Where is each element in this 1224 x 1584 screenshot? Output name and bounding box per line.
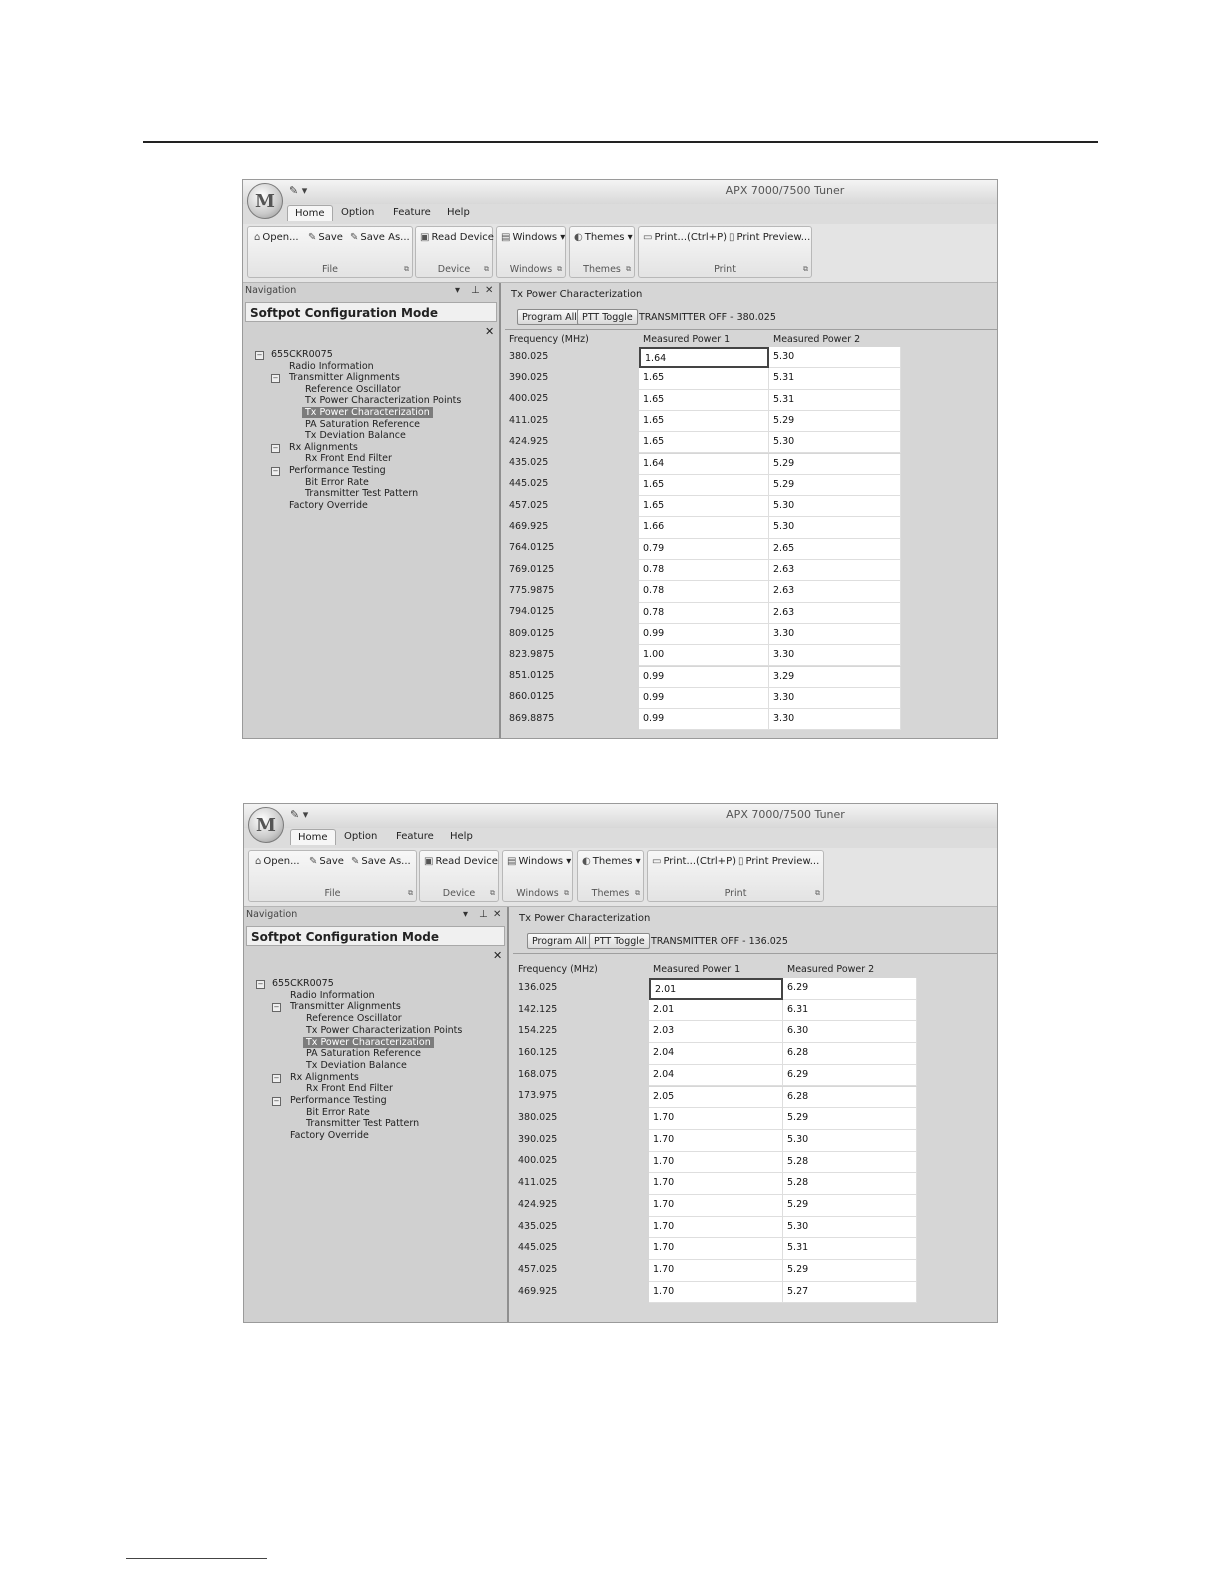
tree-item[interactable]: Factory Override bbox=[290, 1130, 369, 1142]
measured-power-2-input[interactable]: 3.29 bbox=[769, 667, 901, 688]
navigation-header bbox=[245, 285, 497, 299]
tab-help[interactable]: Help bbox=[447, 207, 470, 218]
frequency-cell: 411.025 bbox=[518, 1177, 558, 1189]
group-launcher-icon[interactable]: ⧉ bbox=[557, 265, 562, 273]
dropdown-arrow-icon: ▾ bbox=[557, 232, 566, 243]
window-title: APX 7000/7500 Tuner bbox=[726, 808, 845, 821]
program-all-button[interactable]: Program All bbox=[527, 933, 592, 949]
frequency-cell: 851.0125 bbox=[509, 670, 555, 682]
frequency-cell: 400.025 bbox=[518, 1155, 558, 1167]
frequency-cell: 424.925 bbox=[509, 435, 549, 447]
tree-item[interactable]: PA Saturation Reference bbox=[305, 418, 421, 430]
measured-power-2-input[interactable]: 5.29 bbox=[769, 475, 901, 496]
ribbon-group-label: Print bbox=[714, 264, 736, 275]
frequency-cell: 435.025 bbox=[518, 1220, 558, 1232]
tree-item[interactable]: Rx Alignments bbox=[290, 1071, 359, 1083]
tree-item[interactable]: Tx Power Characterization bbox=[302, 407, 433, 418]
content-toolbar bbox=[513, 929, 997, 954]
measured-power-1-input[interactable]: 1.70 bbox=[649, 1260, 783, 1282]
tab-feature[interactable]: Feature bbox=[396, 831, 434, 842]
read-device-icon: ▣ bbox=[424, 856, 434, 867]
tree-item[interactable]: Tx Deviation Balance bbox=[306, 1059, 407, 1071]
frequency-cell: 469.925 bbox=[518, 1285, 558, 1297]
save-label: Save bbox=[319, 856, 344, 867]
print-preview-label: Print Preview... bbox=[736, 232, 811, 243]
measured-power-1-input[interactable]: 1.65 bbox=[639, 390, 769, 411]
ribbon-group-label: Themes bbox=[583, 264, 621, 275]
measured-power-2-input[interactable]: 5.30 bbox=[769, 517, 901, 538]
measured-power-1-input[interactable]: 1.65 bbox=[639, 411, 769, 432]
measured-power-1-input[interactable]: 1.65 bbox=[639, 475, 769, 496]
group-launcher-icon[interactable]: ⧉ bbox=[408, 889, 413, 897]
column-header-measured-power-2: Measured Power 2 bbox=[773, 334, 861, 345]
tree-collapse-icon[interactable]: − bbox=[272, 374, 279, 383]
measured-power-1-input[interactable]: 1.70 bbox=[649, 1282, 783, 1304]
navigation-header-label: Navigation bbox=[245, 285, 297, 296]
tree-item[interactable]: Transmitter Test Pattern bbox=[306, 1118, 420, 1130]
ribbon-tabs bbox=[243, 204, 997, 224]
measured-power-1-input[interactable]: 1.65 bbox=[639, 496, 769, 517]
tree-item[interactable]: Factory Override bbox=[289, 499, 368, 511]
print-preview-icon: ▯ bbox=[729, 232, 735, 243]
ribbon-group-label: Windows bbox=[516, 888, 559, 899]
measured-power-2-input[interactable]: 5.28 bbox=[783, 1173, 917, 1195]
frequency-cell: 457.025 bbox=[518, 1263, 558, 1275]
frequency-cell: 764.0125 bbox=[509, 542, 555, 554]
tab-option[interactable]: Option bbox=[344, 831, 378, 842]
frequency-cell: 860.0125 bbox=[509, 691, 555, 703]
frequency-cell: 445.025 bbox=[509, 478, 549, 490]
ribbon-group-print bbox=[647, 850, 824, 902]
read-device-label: Read Device bbox=[435, 856, 498, 867]
tree-item[interactable]: Transmitter Test Pattern bbox=[305, 488, 419, 500]
navigation-header bbox=[246, 909, 505, 923]
content-title: Tx Power Characterization bbox=[511, 289, 643, 300]
ribbon-group-themes bbox=[577, 850, 644, 902]
tree-collapse-icon[interactable]: − bbox=[273, 1097, 280, 1105]
group-launcher-icon[interactable]: ⧉ bbox=[635, 889, 640, 897]
save-as-icon: ✎ bbox=[351, 856, 360, 867]
navigation-pane bbox=[243, 283, 501, 738]
transmitter-status: TRANSMITTER OFF - 380.025 bbox=[639, 312, 776, 323]
measured-power-1-input[interactable]: 2.01 bbox=[649, 978, 783, 1000]
frequency-cell: 445.025 bbox=[518, 1242, 558, 1254]
read-device-button[interactable] bbox=[424, 856, 498, 867]
tree-item[interactable]: Rx Alignments bbox=[289, 441, 358, 453]
frequency-cell: 400.025 bbox=[509, 393, 549, 405]
save-as-button[interactable] bbox=[351, 856, 411, 867]
tree-item[interactable]: Rx Front End Filter bbox=[306, 1083, 393, 1095]
tree-item[interactable]: Transmitter Alignments bbox=[289, 372, 400, 384]
quick-access-save-icon[interactable]: ✎ bbox=[289, 184, 302, 197]
measured-power-1-input[interactable]: 0.99 bbox=[639, 667, 769, 688]
read-device-icon: ▣ bbox=[420, 232, 430, 243]
app-logo-icon[interactable]: M bbox=[248, 807, 284, 843]
tab-feature[interactable]: Feature bbox=[393, 207, 431, 218]
ribbon-group-label: Device bbox=[437, 264, 471, 275]
ribbon-group-label: Windows bbox=[509, 264, 553, 275]
program-all-button[interactable]: Program All bbox=[517, 309, 582, 325]
frequency-cell: 457.025 bbox=[509, 499, 549, 511]
frequency-cell: 380.025 bbox=[509, 350, 549, 362]
column-header-measured-power-1: Measured Power 1 bbox=[653, 964, 741, 975]
tree-item[interactable]: Bit Error Rate bbox=[305, 476, 369, 488]
measured-power-2-input[interactable]: 5.29 bbox=[769, 454, 901, 475]
themes-label: Themes bbox=[592, 856, 633, 867]
frequency-cell: 869.8875 bbox=[509, 712, 555, 724]
frequency-cell: 390.025 bbox=[518, 1133, 558, 1145]
frequency-cell: 775.9875 bbox=[509, 584, 555, 596]
measured-power-2-input[interactable]: 6.31 bbox=[783, 1000, 917, 1022]
windows-label: Windows bbox=[518, 856, 564, 867]
frequency-cell: 769.0125 bbox=[509, 563, 555, 575]
tree-item[interactable]: Tx Power Characterization Points bbox=[305, 395, 462, 407]
frequency-cell: 424.925 bbox=[518, 1198, 558, 1210]
measured-power-2-input[interactable]: 5.31 bbox=[769, 368, 901, 389]
frequency-cell: 823.9875 bbox=[509, 648, 555, 660]
ribbon-group-label: File bbox=[324, 888, 341, 899]
navigation-header-label: Navigation bbox=[246, 909, 298, 920]
measured-power-2-input[interactable]: 5.27 bbox=[783, 1282, 917, 1304]
ribbon-group-windows bbox=[502, 850, 573, 902]
tree-collapse-icon[interactable]: − bbox=[257, 980, 264, 988]
measured-power-2-input[interactable]: 5.31 bbox=[783, 1238, 917, 1260]
tree-item[interactable]: Tx Power Characterization Points bbox=[306, 1024, 463, 1036]
tree-item[interactable]: Performance Testing bbox=[290, 1095, 387, 1106]
close-icon[interactable]: ✕ bbox=[493, 909, 502, 920]
tab-home[interactable]: Home bbox=[290, 829, 336, 845]
frequency-cell: 411.025 bbox=[509, 414, 549, 426]
measured-power-1-input[interactable]: 1.70 bbox=[649, 1238, 783, 1260]
open-label: Open... bbox=[262, 232, 299, 243]
tree-item[interactable]: 655CKR0075 bbox=[271, 349, 333, 360]
measured-power-1-input[interactable]: 2.05 bbox=[649, 1087, 783, 1109]
measured-power-1-input[interactable]: 0.99 bbox=[639, 709, 769, 730]
measured-power-1-input[interactable]: 0.78 bbox=[639, 581, 769, 602]
measured-power-2-input[interactable]: 3.30 bbox=[769, 624, 901, 645]
tree-item[interactable]: Transmitter Alignments bbox=[290, 1001, 401, 1013]
column-header-frequency: Frequency (MHz) bbox=[509, 334, 589, 345]
quick-access-dropdown[interactable]: ▾ bbox=[301, 184, 308, 197]
measured-power-2-input[interactable]: 2.63 bbox=[769, 603, 901, 624]
print-icon: ▭ bbox=[652, 856, 662, 867]
measured-power-1-input[interactable]: 1.65 bbox=[639, 368, 769, 389]
print-preview-button[interactable] bbox=[738, 856, 819, 867]
themes-button[interactable] bbox=[582, 856, 641, 867]
tree-collapse-icon[interactable]: − bbox=[256, 351, 263, 359]
measured-power-1-input[interactable]: 1.66 bbox=[639, 517, 769, 538]
group-launcher-icon[interactable]: ⧉ bbox=[815, 889, 820, 897]
close-icon[interactable]: ✕ bbox=[485, 285, 494, 296]
frequency-cell: 809.0125 bbox=[509, 627, 555, 639]
read-device-label: Read Device bbox=[431, 232, 494, 243]
quick-access-save-icon[interactable]: ✎ bbox=[290, 808, 303, 821]
frequency-cell: 390.025 bbox=[509, 371, 549, 383]
content-pane bbox=[513, 907, 997, 1322]
save-label: Save bbox=[318, 232, 343, 243]
save-as-label: Save As... bbox=[360, 232, 410, 243]
group-launcher-icon[interactable]: ⧉ bbox=[626, 265, 631, 273]
measured-power-1-input[interactable]: 1.70 bbox=[649, 1152, 783, 1174]
measured-power-1-input[interactable]: 1.65 bbox=[639, 432, 769, 453]
navigation-pane bbox=[244, 907, 509, 1322]
print-label: Print...(Ctrl+P) bbox=[663, 856, 736, 867]
tree-item[interactable]: 655CKR0075 bbox=[272, 978, 334, 989]
frequency-cell: 142.125 bbox=[518, 1003, 558, 1015]
measured-power-1-input[interactable]: 1.70 bbox=[649, 1108, 783, 1130]
dropdown-arrow-icon: ▾ bbox=[563, 856, 572, 867]
tab-home[interactable]: Home bbox=[287, 205, 333, 221]
measured-power-2-input[interactable]: 6.29 bbox=[783, 1065, 917, 1087]
open-label: Open... bbox=[263, 856, 300, 867]
tuner-screenshot-1 bbox=[242, 179, 998, 739]
save-icon: ✎ bbox=[308, 232, 317, 243]
save-as-label: Save As... bbox=[361, 856, 411, 867]
tab-help[interactable]: Help bbox=[450, 831, 473, 842]
print-preview-icon: ▯ bbox=[738, 856, 744, 867]
pin-icon[interactable]: ⊥ bbox=[471, 285, 480, 296]
measured-power-2-input[interactable]: 6.28 bbox=[783, 1087, 917, 1109]
measured-power-1-input[interactable]: 1.70 bbox=[649, 1195, 783, 1217]
ribbon-group-label: Themes bbox=[591, 888, 630, 899]
app-logo-icon[interactable]: M bbox=[247, 183, 283, 219]
navigation-mode-title: Softpot Configuration Mode bbox=[246, 926, 505, 946]
measured-power-2-input[interactable]: 5.31 bbox=[769, 390, 901, 411]
open-icon: ⌂ bbox=[255, 856, 262, 867]
save-as-icon: ✎ bbox=[350, 232, 359, 243]
tree-item[interactable]: Reference Oscillator bbox=[306, 1013, 402, 1025]
ribbon-group-label: File bbox=[322, 264, 338, 275]
measured-power-1-input[interactable]: 1.64 bbox=[639, 347, 769, 368]
measured-power-2-input[interactable]: 6.28 bbox=[783, 1043, 917, 1065]
measured-power-1-input[interactable]: 0.99 bbox=[639, 688, 769, 709]
pin-icon[interactable]: ⊥ bbox=[479, 909, 488, 920]
themes-label: Themes bbox=[584, 232, 625, 243]
measured-power-2-input[interactable]: 5.28 bbox=[783, 1152, 917, 1174]
measured-power-1-input[interactable]: 1.00 bbox=[639, 645, 769, 666]
measured-power-1-input[interactable]: 2.04 bbox=[649, 1043, 783, 1065]
measured-power-2-input[interactable]: 2.63 bbox=[769, 581, 901, 602]
ribbon-group-print bbox=[638, 226, 812, 278]
tree-collapse-icon[interactable]: − bbox=[273, 1073, 280, 1082]
print-button[interactable] bbox=[643, 232, 727, 243]
pane-menu-chevron-down-icon[interactable]: ▾ bbox=[463, 909, 469, 920]
measured-power-2-input[interactable]: 6.30 bbox=[783, 1021, 917, 1043]
tree-item[interactable]: Reference Oscillator bbox=[305, 383, 401, 395]
tree-collapse-icon[interactable]: − bbox=[272, 467, 279, 475]
frequency-cell: 160.125 bbox=[518, 1046, 558, 1058]
print-label: Print...(Ctrl+P) bbox=[654, 232, 727, 243]
measured-power-2-input[interactable]: 5.29 bbox=[783, 1260, 917, 1282]
group-launcher-icon[interactable]: ⧉ bbox=[564, 889, 569, 897]
measured-power-1-input[interactable]: 1.70 bbox=[649, 1173, 783, 1195]
mode-close-icon[interactable]: ✕ bbox=[493, 949, 503, 962]
mode-close-icon[interactable]: ✕ bbox=[485, 325, 495, 338]
title-bar bbox=[244, 804, 997, 829]
tuner-screenshot-2 bbox=[243, 803, 998, 1323]
ribbon-group-file bbox=[248, 850, 417, 902]
ribbon-group-themes bbox=[569, 226, 635, 278]
group-launcher-icon[interactable]: ⧉ bbox=[490, 889, 495, 897]
ribbon-group-device bbox=[419, 850, 499, 902]
ribbon bbox=[244, 848, 997, 907]
page-footnote-rule bbox=[126, 1558, 267, 1559]
measured-power-2-input[interactable]: 2.65 bbox=[769, 539, 901, 560]
measured-power-2-input[interactable]: 5.30 bbox=[769, 432, 901, 453]
column-header-frequency: Frequency (MHz) bbox=[518, 964, 598, 975]
content-pane bbox=[505, 283, 997, 738]
navigation-mode-title: Softpot Configuration Mode bbox=[245, 302, 497, 322]
measured-power-2-input[interactable]: 5.29 bbox=[783, 1108, 917, 1130]
ribbon-group-windows bbox=[496, 226, 566, 278]
measured-power-1-input[interactable]: 0.99 bbox=[639, 624, 769, 645]
frequency-cell: 154.225 bbox=[518, 1025, 558, 1037]
open-icon: ⌂ bbox=[254, 232, 261, 243]
save-button[interactable] bbox=[309, 856, 344, 867]
windows-label: Windows bbox=[512, 232, 558, 243]
windows-button[interactable] bbox=[507, 856, 571, 867]
measured-power-2-input[interactable]: 3.30 bbox=[769, 688, 901, 709]
ribbon-group-file bbox=[247, 226, 413, 278]
dropdown-arrow-icon: ▾ bbox=[624, 232, 633, 243]
themes-icon: ◐ bbox=[582, 856, 591, 867]
window-title: APX 7000/7500 Tuner bbox=[725, 184, 845, 197]
column-header-measured-power-1: Measured Power 1 bbox=[643, 334, 731, 345]
tree-item[interactable]: PA Saturation Reference bbox=[306, 1048, 422, 1060]
title-bar bbox=[243, 180, 997, 205]
frequency-cell: 380.025 bbox=[518, 1112, 558, 1124]
measured-power-2-input[interactable]: 2.63 bbox=[769, 560, 901, 581]
themes-icon: ◐ bbox=[574, 232, 583, 243]
measured-power-1-input[interactable]: 1.70 bbox=[649, 1217, 783, 1239]
group-launcher-icon[interactable]: ⧉ bbox=[803, 265, 808, 273]
tree-item[interactable]: Tx Deviation Balance bbox=[305, 430, 406, 442]
tree-collapse-icon[interactable]: − bbox=[273, 1003, 280, 1012]
frequency-cell: 469.925 bbox=[509, 521, 549, 533]
frequency-cell: 168.075 bbox=[518, 1068, 558, 1080]
ptt-toggle-button[interactable]: PTT Toggle bbox=[577, 309, 638, 325]
ribbon-group-device bbox=[415, 226, 493, 278]
print-icon: ▭ bbox=[643, 232, 653, 243]
ribbon-group-label: Print bbox=[724, 888, 747, 899]
windows-button[interactable] bbox=[501, 232, 565, 243]
windows-icon: ▤ bbox=[507, 856, 517, 867]
pane-menu-chevron-down-icon[interactable]: ▾ bbox=[455, 285, 461, 296]
windows-icon: ▤ bbox=[501, 232, 511, 243]
measured-power-1-input[interactable]: 2.01 bbox=[649, 1000, 783, 1022]
open-button[interactable] bbox=[254, 232, 299, 243]
measured-power-1-input[interactable]: 0.78 bbox=[639, 603, 769, 624]
column-header-measured-power-2: Measured Power 2 bbox=[787, 964, 875, 975]
tree-item[interactable]: Radio Information bbox=[289, 360, 374, 372]
frequency-cell: 173.975 bbox=[518, 1090, 558, 1102]
save-icon: ✎ bbox=[309, 856, 318, 867]
frequency-cell: 794.0125 bbox=[509, 606, 555, 618]
tab-option[interactable]: Option bbox=[341, 207, 375, 218]
print-button[interactable] bbox=[652, 856, 736, 867]
tree-item[interactable]: Rx Front End Filter bbox=[305, 453, 392, 465]
ptt-toggle-button[interactable]: PTT Toggle bbox=[589, 933, 650, 949]
tree-item[interactable]: Bit Error Rate bbox=[306, 1106, 370, 1118]
save-as-button[interactable] bbox=[350, 232, 410, 243]
measured-power-2-input[interactable]: 3.30 bbox=[769, 645, 901, 666]
tree-item[interactable]: Radio Information bbox=[290, 989, 375, 1001]
open-button[interactable] bbox=[255, 856, 300, 867]
measured-power-2-input[interactable]: 5.30 bbox=[769, 347, 901, 368]
quick-access-dropdown[interactable]: ▾ bbox=[302, 808, 309, 821]
save-button[interactable] bbox=[308, 232, 343, 243]
content-toolbar bbox=[505, 305, 997, 330]
themes-button[interactable] bbox=[574, 232, 633, 243]
ribbon-group-label: Device bbox=[442, 888, 476, 899]
read-device-button[interactable] bbox=[420, 232, 494, 243]
ribbon bbox=[243, 224, 997, 283]
tree-collapse-icon[interactable]: − bbox=[272, 443, 279, 452]
tree-item[interactable]: Tx Power Characterization bbox=[303, 1037, 434, 1048]
tree-item[interactable]: Performance Testing bbox=[289, 465, 386, 476]
dropdown-arrow-icon: ▾ bbox=[632, 856, 641, 867]
measured-power-2-input[interactable]: 3.30 bbox=[769, 709, 901, 730]
measured-power-2-input[interactable]: 5.29 bbox=[783, 1195, 917, 1217]
group-launcher-icon[interactable]: ⧉ bbox=[404, 265, 409, 273]
measured-power-1-input[interactable]: 2.04 bbox=[649, 1065, 783, 1087]
measured-power-1-input[interactable]: 0.78 bbox=[639, 560, 769, 581]
print-preview-label: Print Preview... bbox=[745, 856, 820, 867]
ribbon-tabs bbox=[244, 828, 997, 848]
measured-power-1-input[interactable]: 1.70 bbox=[649, 1130, 783, 1152]
frequency-cell: 435.025 bbox=[509, 457, 549, 469]
group-launcher-icon[interactable]: ⧉ bbox=[484, 265, 489, 273]
transmitter-status: TRANSMITTER OFF - 136.025 bbox=[651, 936, 788, 947]
measured-power-1-input[interactable]: 0.79 bbox=[639, 539, 769, 560]
measured-power-2-input[interactable]: 6.29 bbox=[783, 978, 917, 1000]
measured-power-2-input[interactable]: 5.29 bbox=[769, 411, 901, 432]
measured-power-2-input[interactable]: 5.30 bbox=[783, 1130, 917, 1152]
measured-power-1-input[interactable]: 2.03 bbox=[649, 1021, 783, 1043]
measured-power-2-input[interactable]: 5.30 bbox=[783, 1217, 917, 1239]
content-title: Tx Power Characterization bbox=[519, 913, 651, 924]
page-top-rule bbox=[143, 141, 1098, 143]
measured-power-2-input[interactable]: 5.30 bbox=[769, 496, 901, 517]
print-preview-button[interactable] bbox=[729, 232, 810, 243]
measured-power-1-input[interactable]: 1.64 bbox=[639, 454, 769, 475]
frequency-cell: 136.025 bbox=[518, 981, 558, 993]
